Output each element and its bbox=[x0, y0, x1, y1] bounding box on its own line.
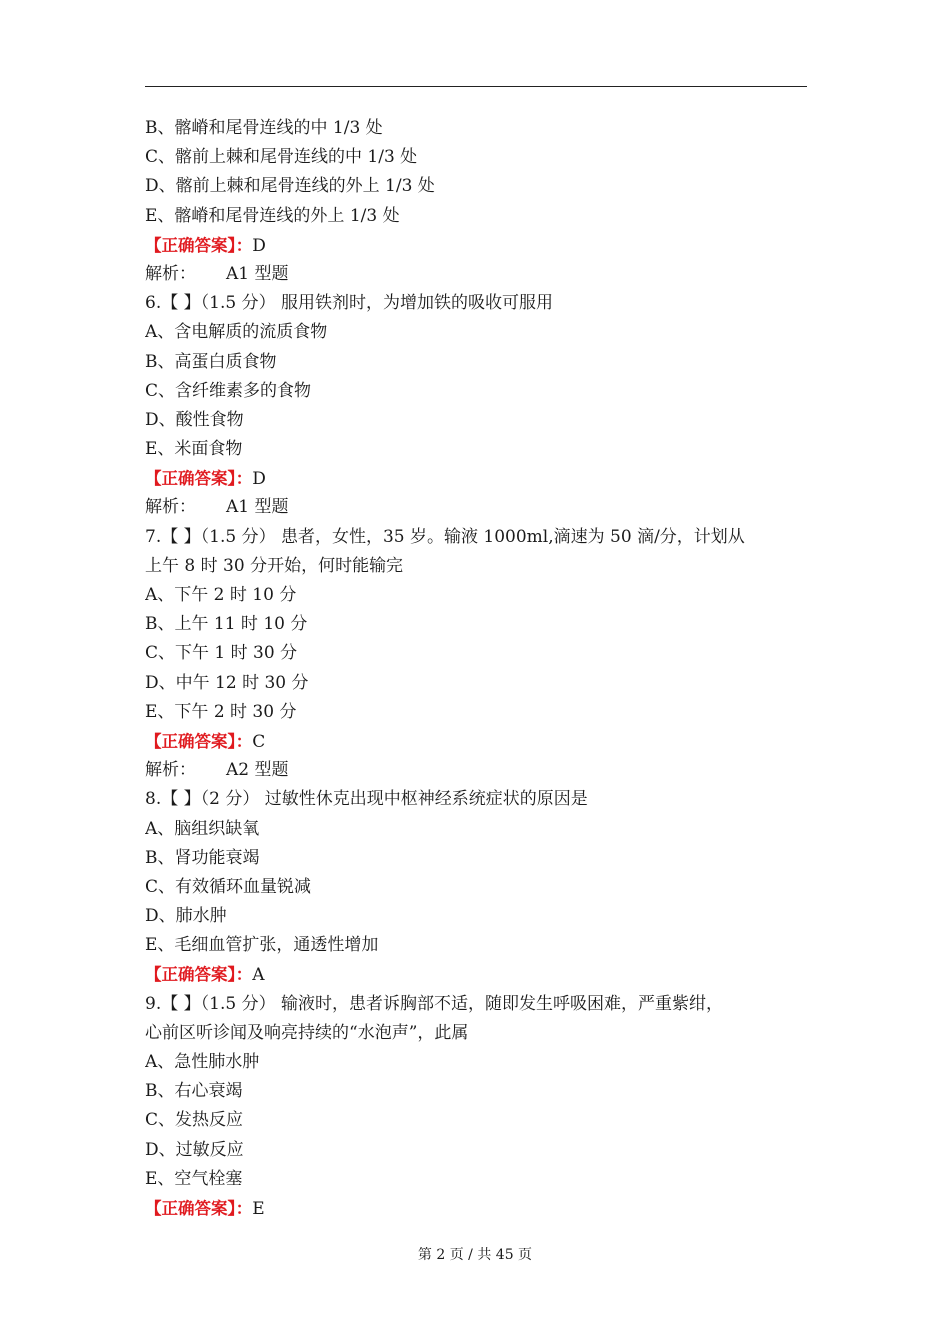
correct-answer-value: D bbox=[252, 469, 266, 490]
correct-answer-line bbox=[145, 464, 807, 493]
question-text: 9.【 】（1.5 分） 输液时，患者诉胸部不适，随即发生呼吸困难，严重紫绀， bbox=[145, 993, 723, 1014]
page-number: 第 2 页 / 共 45 页 bbox=[417, 1247, 533, 1263]
analysis-label: 解析： bbox=[145, 497, 196, 518]
analysis-label: 解析： bbox=[145, 263, 196, 284]
question-text: 7.【 】（1.5 分） 患者，女性，35 岁。输液 1000ml,滴速为 50 滴/分，计划从 bbox=[145, 526, 745, 547]
analysis-value: A1 型题 bbox=[226, 497, 289, 518]
correct-answer-value: E bbox=[252, 1198, 265, 1219]
answer-option: C、髂前上棘和尾骨连线的中 1/3 处 bbox=[145, 147, 418, 168]
answer-option: D、中午 12 时 30 分 bbox=[145, 672, 309, 693]
answer-option: B、右心衰竭 bbox=[145, 1081, 243, 1102]
header-rule bbox=[145, 86, 807, 87]
answer-option: A、下午 2 时 10 分 bbox=[145, 585, 297, 605]
answer-option: E、毛细血管扩张，通透性增加 bbox=[145, 935, 379, 956]
answer-option: B、高蛋白质食物 bbox=[145, 351, 277, 372]
answer-option: A、脑组织缺氧 bbox=[145, 818, 260, 839]
answer-option: A、急性肺水肿 bbox=[145, 1052, 260, 1072]
analysis-value: A1 型题 bbox=[226, 263, 289, 284]
correct-answer-value: A bbox=[252, 965, 265, 986]
correct-answer-label: 【正确答案】： bbox=[145, 965, 253, 985]
analysis-line bbox=[145, 493, 807, 522]
answer-option: C、含纤维素多的食物 bbox=[145, 380, 312, 401]
correct-answer-line bbox=[145, 960, 807, 989]
correct-answer-line bbox=[145, 231, 807, 260]
question-text: 8.【 】（2 分） 过敏性休克出现中枢神经系统症状的原因是 bbox=[145, 789, 588, 810]
question-text: 6.【 】（1.5 分） 服用铁剂时，为增加铁的吸收可服用 bbox=[145, 293, 553, 314]
analysis-value: A2 型题 bbox=[226, 760, 289, 781]
correct-answer-label: 【正确答案】： bbox=[145, 1198, 253, 1218]
answer-option: C、下午 1 时 30 分 bbox=[145, 643, 298, 664]
answer-option: C、有效循环血量锐减 bbox=[145, 876, 312, 897]
answer-option: C、发热反应 bbox=[145, 1110, 244, 1131]
analysis-line bbox=[145, 756, 807, 785]
correct-answer-value: D bbox=[252, 235, 266, 256]
page-body bbox=[145, 114, 807, 1223]
answer-option: E、髂嵴和尾骨连线的外上 1/3 处 bbox=[145, 205, 400, 226]
answer-option: B、髂嵴和尾骨连线的中 1/3 处 bbox=[145, 118, 383, 138]
analysis-line bbox=[145, 260, 807, 289]
answer-option: D、肺水肿 bbox=[145, 906, 227, 927]
answer-option: D、过敏反应 bbox=[145, 1139, 244, 1160]
answer-option: B、上午 11 时 10 分 bbox=[145, 614, 308, 635]
correct-answer-line bbox=[145, 727, 807, 756]
correct-answer-line bbox=[145, 1194, 807, 1223]
answer-option: E、米面食物 bbox=[145, 439, 243, 460]
question-text: 心前区听诊闻及响亮持续的“水泡声”，此属 bbox=[145, 1022, 469, 1043]
question-text: 上午 8 时 30 分开始，何时能输完 bbox=[145, 555, 404, 576]
answer-option: D、酸性食物 bbox=[145, 409, 244, 430]
answer-option: B、肾功能衰竭 bbox=[145, 847, 260, 868]
correct-answer-label: 【正确答案】： bbox=[145, 469, 253, 489]
answer-option: E、下午 2 时 30 分 bbox=[145, 701, 297, 722]
answer-option: E、空气栓塞 bbox=[145, 1168, 243, 1189]
answer-option: D、髂前上棘和尾骨连线的外上 1/3 处 bbox=[145, 176, 435, 197]
correct-answer-value: C bbox=[252, 731, 266, 752]
analysis-label: 解析： bbox=[145, 760, 196, 781]
answer-option: A、含电解质的流质食物 bbox=[145, 322, 328, 343]
correct-answer-label: 【正确答案】： bbox=[145, 235, 253, 255]
correct-answer-label: 【正确答案】： bbox=[145, 731, 253, 751]
